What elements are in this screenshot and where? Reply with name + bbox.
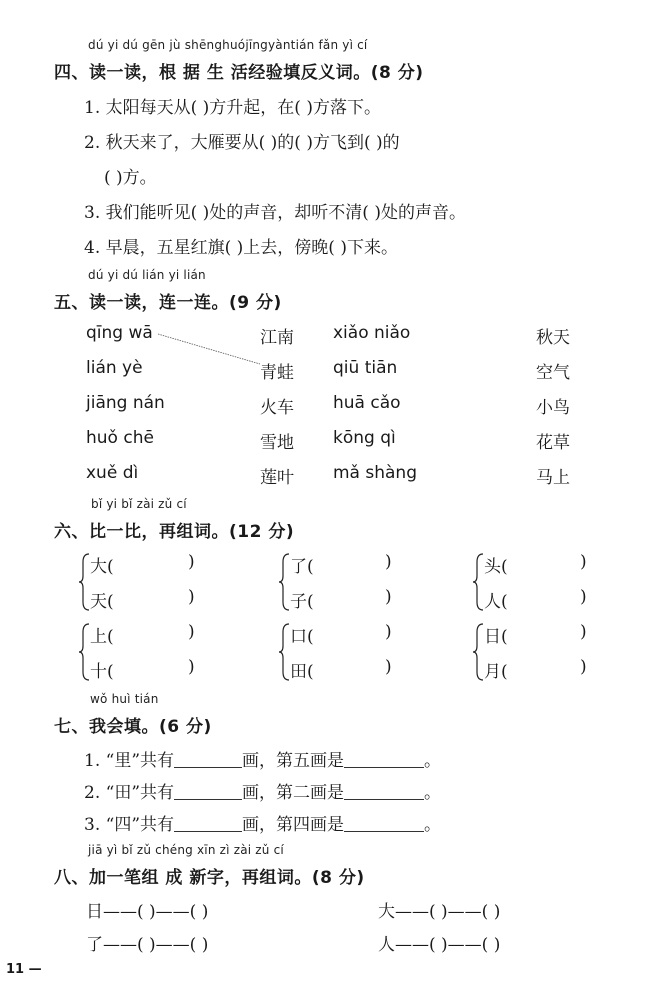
s6-item-c2: 人( (484, 592, 508, 612)
s7-pinyin: wǒ huì tián (90, 692, 159, 706)
s6-close-paren: ) (385, 657, 392, 677)
s5-left-hanzi-3: 火车 (260, 398, 294, 418)
s5-right-hanzi-1: 秋天 (536, 328, 570, 348)
s5-left-hanzi-2: 青蛙 (260, 363, 294, 383)
s4-line-3: 3. 我们能听见( )处的声音，却听不清( )处的声音。 (84, 203, 466, 223)
s6-item-d2: 十( (90, 662, 114, 682)
s8-row-1-left: 日——( )——( ) (86, 902, 209, 922)
s5-left-pinyin-3: jiāng nán (86, 393, 165, 413)
answer-blank[interactable] (174, 784, 242, 800)
answer-blank[interactable] (344, 752, 424, 768)
s7-line-3 (84, 810, 441, 835)
s4-pinyin: dú yi dú gēn jù shēnghuójīngyàntián fǎn yì cí (88, 38, 368, 52)
s7-title: 七、我会填。(6 分) (54, 717, 212, 737)
s5-pinyin: dú yi dú lián yi lián (88, 268, 206, 282)
s6-item-d1: 上( (90, 627, 114, 647)
s7-line-1-a: 1. “里”共有 (84, 751, 175, 771)
s7-line-1-c: 。 (424, 751, 442, 771)
s6-pinyin: bǐ yi bǐ zài zǔ cí (91, 497, 187, 511)
s8-row-1-right: 大——( )——( ) (378, 902, 501, 922)
s6-close-paren: ) (385, 622, 392, 642)
s5-right-pinyin-1: xiǎo niǎo (333, 323, 411, 343)
s5-right-hanzi-3: 小鸟 (536, 398, 570, 418)
s5-left-pinyin-1: qīng wā (86, 323, 153, 343)
s7-line-1-b: 画，第五画是 (242, 751, 345, 771)
s7-line-3-a: 3. “四”共有 (84, 815, 175, 835)
s6-close-paren: ) (385, 552, 392, 572)
s6-close-paren: ) (580, 587, 587, 607)
s5-right-pinyin-5: mǎ shàng (333, 463, 417, 483)
s7-line-1 (84, 746, 441, 771)
s4-line-1: 1. 太阳每天从( )方升起，在( )方落下。 (84, 98, 381, 118)
s4-line-2b: ( )方。 (104, 168, 157, 188)
s5-right-hanzi-4: 花草 (536, 433, 570, 453)
s8-row-2-right: 人——( )——( ) (378, 935, 501, 955)
s5-right-pinyin-2: qiū tiān (333, 358, 398, 378)
s6-item-b1: 了( (290, 557, 314, 577)
s8-pinyin: jiā yì bǐ zǔ chéng xīn zì zài zǔ cí (88, 843, 284, 857)
s7-line-2-c: 。 (424, 783, 442, 803)
s6-item-e2: 田( (290, 662, 314, 682)
s5-right-hanzi-2: 空气 (536, 363, 570, 383)
s6-close-paren: ) (580, 622, 587, 642)
s4-line-2: 2. 秋天来了，大雁要从( )的( )方飞到( )的 (84, 133, 400, 153)
s6-close-paren: ) (188, 587, 195, 607)
page-number: 11 — (6, 962, 42, 977)
s6-item-f2: 月( (484, 662, 508, 682)
s8-row-2-left: 了——( )——( ) (86, 935, 209, 955)
s8-title: 八、加一笔组 成 新字，再组词。(8 分) (54, 868, 365, 888)
s5-left-hanzi-4: 雪地 (260, 433, 294, 453)
s6-item-b2: 子( (290, 592, 314, 612)
s5-right-pinyin-3: huā cǎo (333, 393, 401, 413)
s6-item-e1: 口( (290, 627, 314, 647)
s5-left-hanzi-1: 江南 (260, 328, 294, 348)
s6-item-a1: 大( (90, 557, 114, 577)
s6-close-paren: ) (188, 552, 195, 572)
s5-title: 五、读一读，连一连。(9 分) (54, 293, 282, 313)
answer-blank[interactable] (174, 752, 242, 768)
s7-line-3-c: 。 (424, 815, 442, 835)
answer-blank[interactable] (174, 816, 242, 832)
s6-item-a2: 天( (90, 592, 114, 612)
s5-left-pinyin-4: huǒ chē (86, 428, 154, 448)
s6-item-f1: 日( (484, 627, 508, 647)
example-connector-line (158, 334, 260, 364)
answer-blank[interactable] (344, 816, 424, 832)
s5-left-hanzi-5: 莲叶 (260, 468, 294, 488)
s4-line-4: 4. 早晨，五星红旗( )上去，傍晚( )下来。 (84, 238, 398, 258)
s4-title: 四、读一读，根 据 生 活经验填反义词。(8 分) (54, 63, 424, 83)
s6-close-paren: ) (188, 657, 195, 677)
s7-line-2-b: 画，第二画是 (242, 783, 345, 803)
s5-right-hanzi-5: 马上 (536, 468, 570, 488)
s6-close-paren: ) (580, 552, 587, 572)
s5-right-pinyin-4: kōng qì (333, 428, 396, 448)
s5-left-pinyin-2: lián yè (86, 358, 143, 378)
s7-line-3-b: 画，第四画是 (242, 815, 345, 835)
s6-item-c1: 头( (484, 557, 508, 577)
s6-close-paren: ) (580, 657, 587, 677)
s7-line-2 (84, 778, 441, 803)
answer-blank[interactable] (344, 784, 424, 800)
s5-left-pinyin-5: xuě dì (86, 463, 139, 483)
s7-line-2-a: 2. “田”共有 (84, 783, 175, 803)
s6-close-paren: ) (188, 622, 195, 642)
s6-close-paren: ) (385, 587, 392, 607)
s6-title: 六、比一比，再组词。(12 分) (54, 522, 295, 542)
